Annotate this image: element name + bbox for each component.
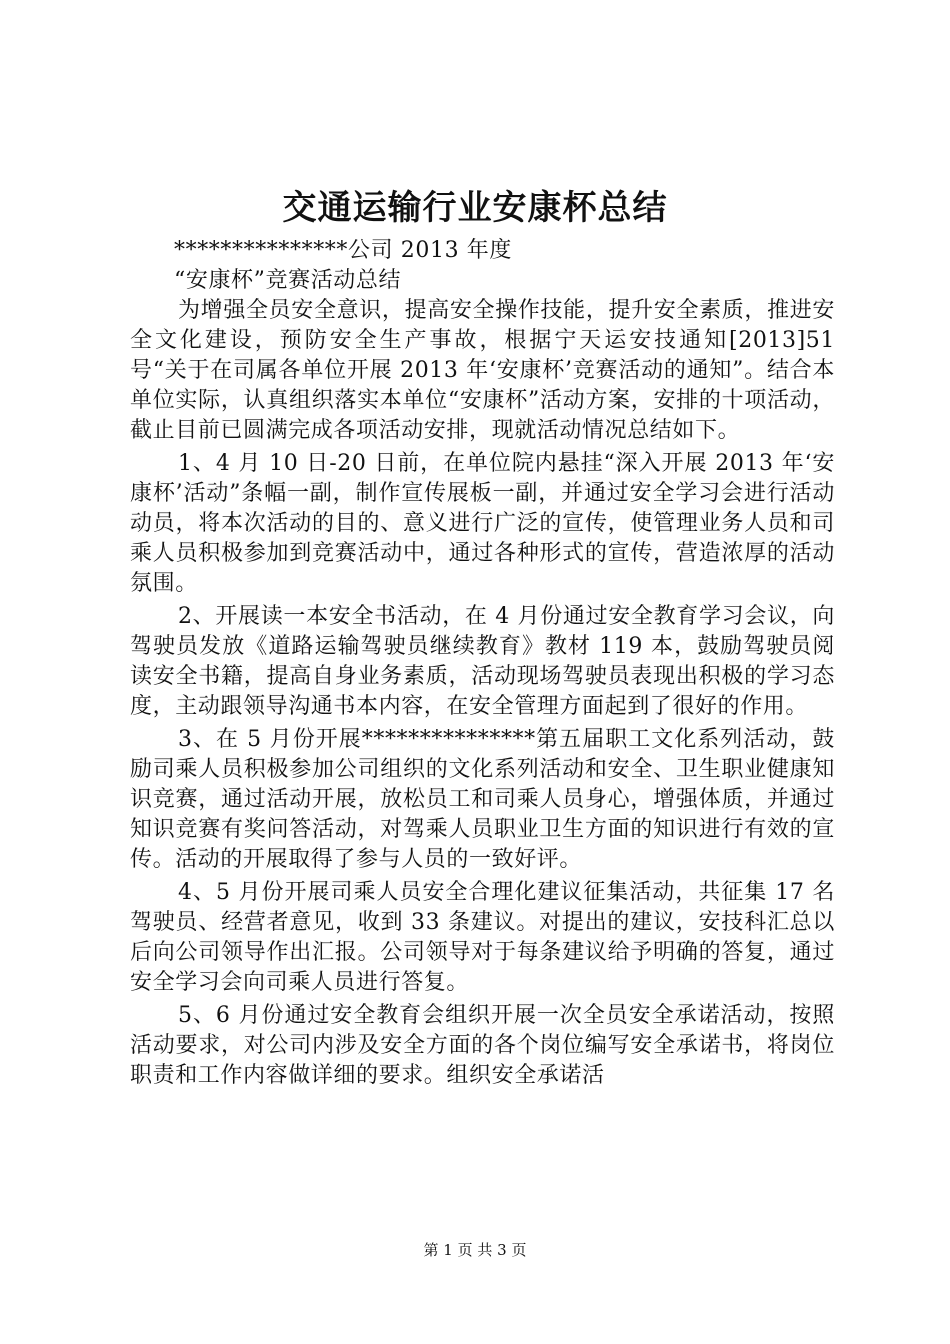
subtitle-line-2: “安康杯”竞赛活动总结	[174, 268, 402, 293]
paragraph-item-1: 1、4 月 10 日-20 日前，在单位院内悬挂“深入开展 2013 年‘安康杯’活动”条幅一副，制作宣传展板一副，并通过安全学习会进行活动动员，将本次活动的目的、意义进行广泛的宣传，使管理业务人员和司乘人员积极参加到竞赛活动中，通过各种形式的宣传，营造浓厚的活动氛围。	[130, 451, 835, 596]
paragraph-intro: 为增强全员安全意识，提高安全操作技能，提升安全素质，推进安全文化建设，预防安全生产事故，根据宁天运安技通知[2013]51 号“关于在司属各单位开展 2013 年‘安康杯’竞赛活动的通知”。结合本单位实际，认真组织落实本单位“安康杯”活动方案，安排的十项活动，截止目前已圆满完成各项活动安排，现就活动情况总结如下。	[130, 298, 835, 443]
paragraph-item-5: 5、6 月份通过安全教育会组织开展一次全员安全承诺活动，按照活动要求，对公司内涉及安全方面的各个岗位编写安全承诺书，将岗位职责和工作内容做详细的要求。组织安全承诺活	[130, 1003, 835, 1088]
subtitle-line-1: ***************公司 2013 年度	[174, 238, 512, 263]
paragraph-item-4: 4、5 月份开展司乘人员安全合理化建议征集活动，共征集 17 名驾驶员、经营者意见，收到 33 条建议。对提出的建议，安技科汇总以后向公司领导作出汇报。公司领导对于每条建议给予明确的答复，通过安全学习会向司乘人员进行答复。	[130, 880, 835, 995]
page-footer: 第 1 页 共 3 页	[423, 1241, 527, 1259]
document-title: 交通运输行业安康杯总结	[282, 188, 668, 228]
document-body	[130, 236, 835, 1091]
paragraph-item-3: 3、在 5 月份开展***************第五届职工文化系列活动，鼓励司乘人员积极参加公司组织的文化系列活动和安全、卫生职业健康知识竞赛，通过活动开展，放松员工和司乘人员身心，增强体质，并通过知识竞赛有奖问答活动，对驾乘人员职业卫生方面的知识进行有效的宣传。活动的开展取得了参与人员的一致好评。	[130, 727, 835, 872]
paragraph-item-2: 2、开展读一本安全书活动，在 4 月份通过安全教育学习会议，向驾驶员发放《道路运输驾驶员继续教育》教材 119 本，鼓励驾驶员阅读安全书籍，提高自身业务素质，活动现场驾驶员表现出积极的学习态度，主动跟领导沟通书本内容，在安全管理方面起到了很好的作用。	[130, 604, 835, 719]
